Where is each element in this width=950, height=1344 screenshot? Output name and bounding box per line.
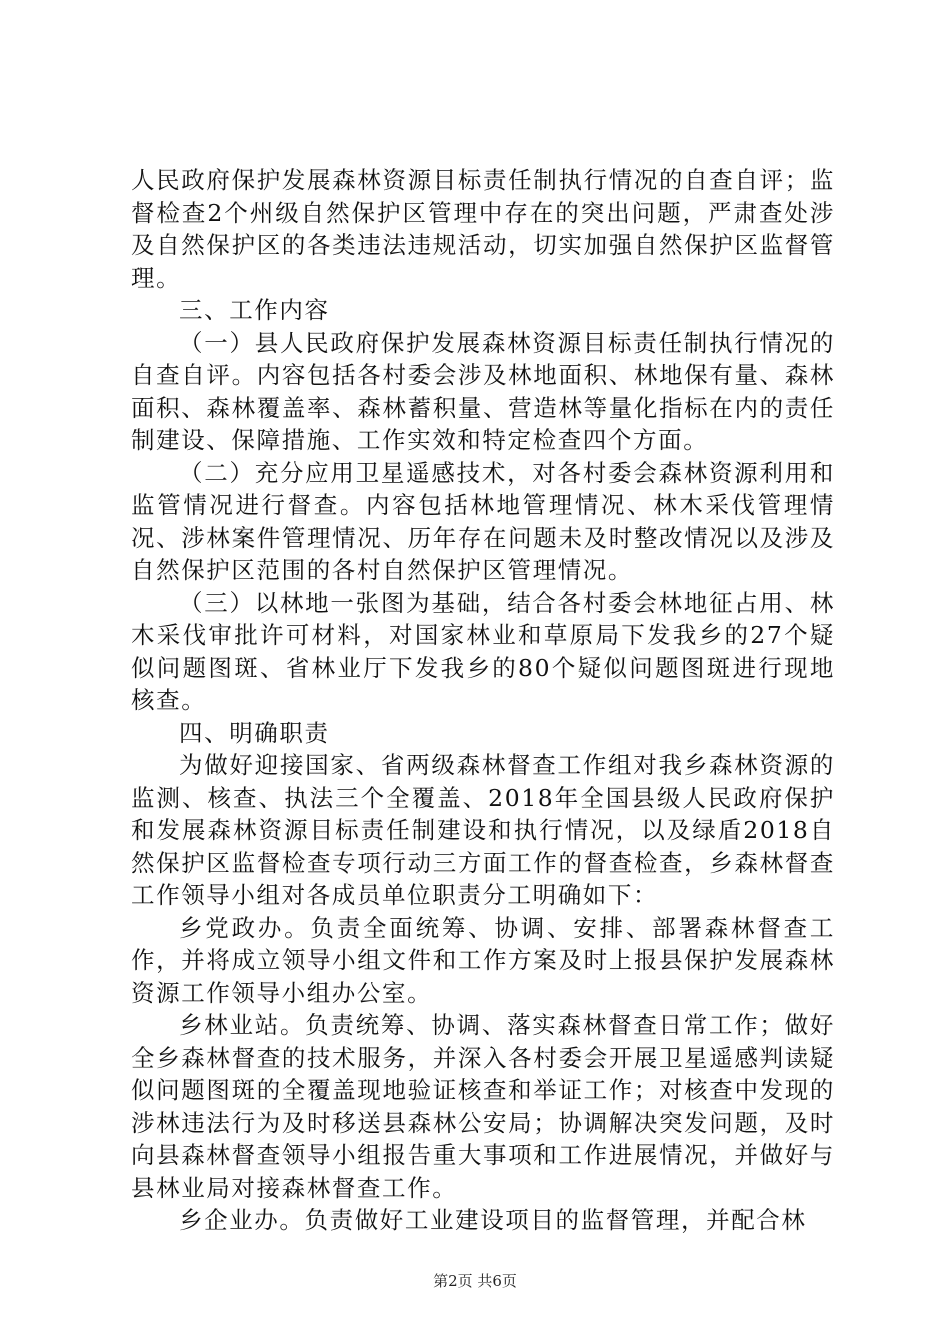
section-heading-responsibilities: 四、明确职责 [179, 718, 330, 747]
paragraph-continuation: 人民政府保护发展森林资源目标责任制执行情况的自查自评；监督检查2个州级自然保护区管理中存在的突出问题，严肃查处涉及自然保护区的各类违法违规活动，切实加强自然保护区监督管理。 [131, 166, 835, 292]
paragraph-item-2: （二）充分应用卫星遥感技术，对各村委会森林资源利用和监管情况进行督查。内容包括林地管理情况、林木采伐管理情况、涉林案件管理情况、历年存在问题未及时整改情况以及涉及自然保护区范围的各村自然保护区管理情况。 [131, 458, 835, 584]
paragraph-party-office: 乡党政办。负责全面统筹、协调、安排、部署森林督查工作，并将成立领导小组文件和工作方案及时上报县保护发展森林资源工作领导小组办公室。 [131, 913, 835, 1007]
paragraph-item-3: （三）以林地一张图为基础，结合各村委会林地征占用、林木采伐审批许可材料，对国家林业和草原局下发我乡的27个疑似问题图斑、省林业厅下发我乡的80个疑似问题图斑进行现地核查。 [131, 588, 835, 714]
paragraph-item-1: （一）县人民政府保护发展森林资源目标责任制执行情况的自查自评。内容包括各村委会涉及林地面积、林地保有量、森林面积、森林覆盖率、森林蓄积量、营造林等量化指标在内的责任制建设、保障措施、工作实效和特定检查四个方面。 [131, 328, 835, 454]
paragraph-responsibilities-intro: 为做好迎接国家、省两级森林督查工作组对我乡森林资源的监测、核查、执法三个全覆盖、2018年全国县级人民政府保护和发展森林资源目标责任制建设和执行情况，以及绿盾2018自然保护区监督检查专项行动三方面工作的督查检查，乡森林督查工作领导小组对各成员单位职责分工明确如下： [131, 751, 835, 909]
document-body [131, 164, 835, 1237]
paragraph-forestry-station: 乡林业站。负责统筹、协调、落实森林督查日常工作；做好全乡森林督查的技术服务，并深入各村委会开展卫星遥感判读疑似问题图斑的全覆盖现地验证核查和举证工作；对核查中发现的涉林违法行为及时移送县森林公安局；协调解决突发问题，及时向县森林督查领导小组报告重大事项和工作进展情况，并做好与县林业局对接森林督查工作。 [131, 1011, 835, 1202]
page-footer: 第2页 共6页 [433, 1272, 517, 1290]
section-heading-work-content: 三、工作内容 [179, 296, 330, 324]
paragraph-enterprise-office: 乡企业办。负责做好工业建设项目的监督管理，并配合林 [179, 1206, 807, 1234]
